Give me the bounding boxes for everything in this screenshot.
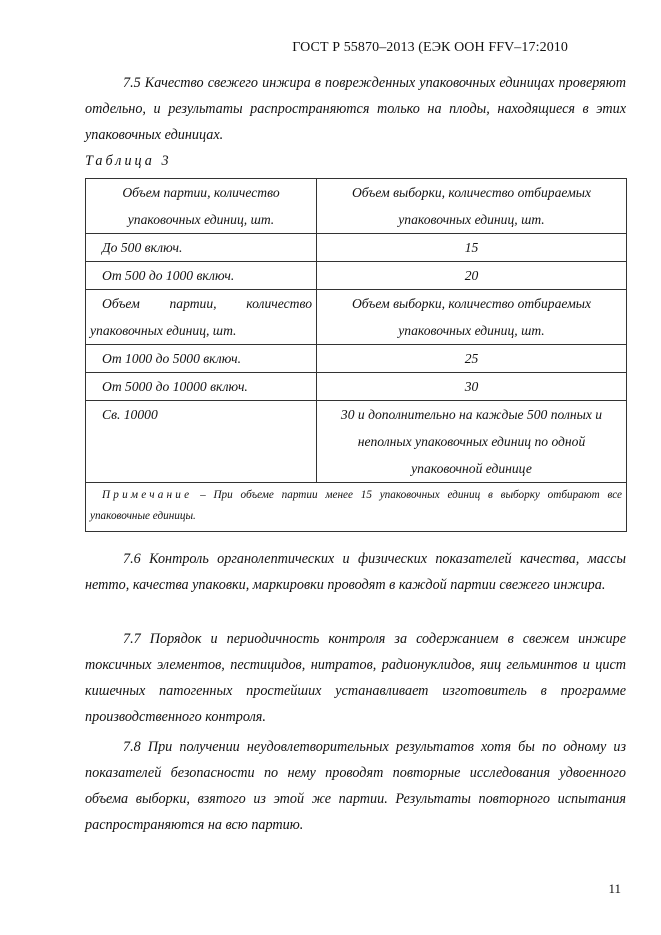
table-row: [86, 401, 627, 483]
cell-lot: От 1000 до 5000 включ.: [86, 345, 317, 373]
paragraph-7-6: 7.6 Контроль органолептических и физических показателей качества, массы нетто, качества упаковки, маркировки проводят в каждой партии свежего инжира.: [85, 551, 626, 593]
paragraph-7-8: 7.8 При получении неудовлетворительных результатов хотя бы по одному из показателей безопасности по нему проводят повторные исследования удвоенного объема выборки, взятого из этой же партии. Результаты повторного испытания распространяются на всю партию.: [85, 739, 626, 833]
table-header-row: [86, 179, 627, 234]
cell-sample: 15: [317, 234, 627, 262]
cell-lot: Св. 10000: [86, 401, 317, 483]
cell-lot: От 5000 до 10000 включ.: [86, 373, 317, 401]
sample-size-table: [85, 178, 627, 532]
subheader-cell-lot-size: Объем партии, количество упаковочных единиц, шт.: [86, 290, 317, 345]
note-text: – При объеме партии менее 15 упаковочных единиц в выборку отбирают все упаковочные единицы.: [90, 489, 623, 522]
table-row: [86, 262, 627, 290]
cell-sample: 30: [317, 373, 627, 401]
cell-lot: От 500 до 1000 включ.: [86, 262, 317, 290]
table-note: [86, 483, 627, 532]
page-number: 11: [608, 881, 621, 896]
cell-sample: 30 и дополнительно на каждые 500 полных и неполных упаковочных единиц по одной упаковочной единице: [317, 401, 627, 483]
table-row: [86, 234, 627, 262]
paragraph-7-7: 7.7 Порядок и периодичность контроля за содержанием в свежем инжире токсичных элементов, пестицидов, нитратов, радионуклидов, яиц гельминтов и цист кишечных патогенных простейших устанавливает изготовитель в программе производственного контроля.: [85, 631, 626, 725]
note-label: Примечание: [102, 489, 193, 501]
cell-lot: До 500 включ.: [86, 234, 317, 262]
paragraph-7-5: 7.5 Качество свежего инжира в поврежденных упаковочных единицах проверяют отдельно, и результаты распространяются только на плоды, находящиеся в этих упаковочных единицах.: [85, 75, 626, 143]
table-row: [86, 373, 627, 401]
table-note-row: [86, 483, 627, 532]
document-header: ГОСТ Р 55870–2013 (ЕЭК ООН FFV–17:2010: [292, 40, 568, 55]
subheader-cell-sample-size: Объем выборки, количество отбираемых упаковочных единиц, шт.: [317, 290, 627, 345]
cell-sample: 20: [317, 262, 627, 290]
table-row: [86, 345, 627, 373]
header-cell-sample-size: Объем выборки, количество отбираемых упаковочных единиц, шт.: [317, 179, 627, 234]
table-subheader-row: [86, 290, 627, 345]
cell-sample: 25: [317, 345, 627, 373]
table-caption: Таблица 3: [85, 153, 172, 169]
header-cell-lot-size: Объем партии, количество упаковочных единиц, шт.: [86, 179, 317, 234]
